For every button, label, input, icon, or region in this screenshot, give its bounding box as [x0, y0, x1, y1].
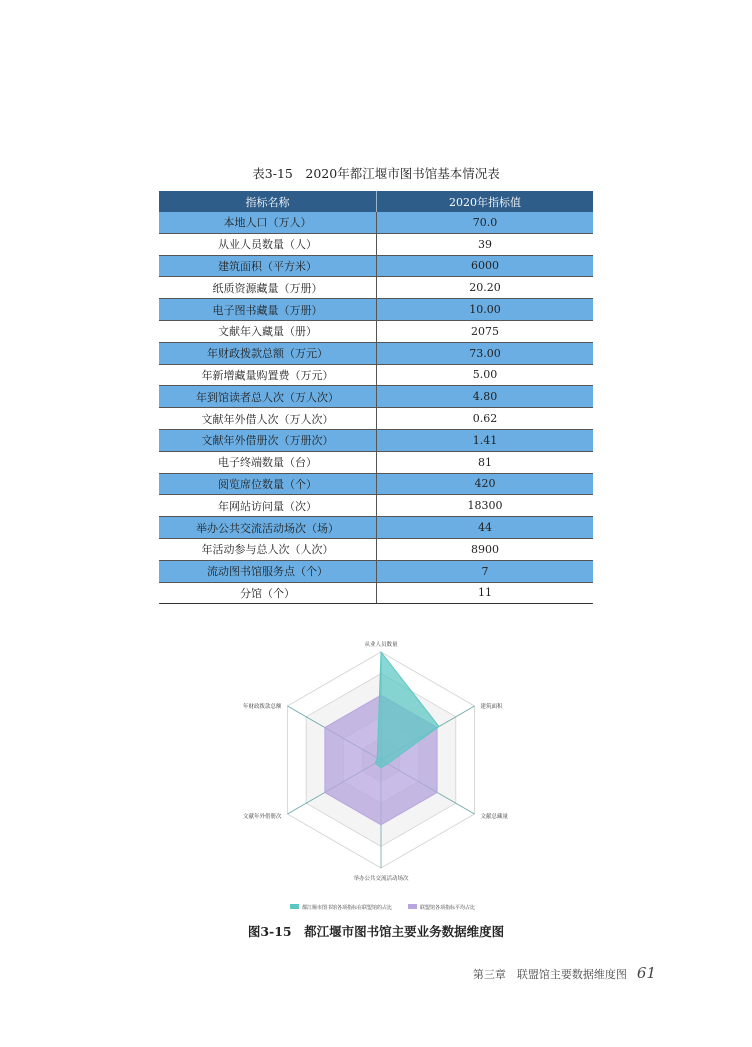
- table-row: [159, 451, 593, 473]
- indicator-value-cell: 0.62: [377, 408, 594, 430]
- indicator-value-cell: 81: [377, 451, 594, 473]
- page-footer: [473, 964, 656, 982]
- indicator-name-cell: 本地人口（万人）: [159, 212, 377, 233]
- legend-label: 联盟馆各项指标平均占比: [420, 905, 476, 911]
- table-row: [159, 429, 593, 451]
- table-row: [159, 560, 593, 582]
- radar-axis-label: 年财政拨款总额: [242, 704, 282, 710]
- indicator-name-cell: 电子终端数量（台）: [159, 451, 377, 473]
- indicator-name-cell: 建筑面积（平方米）: [159, 255, 377, 277]
- indicator-name-cell: 从业人员数量（人）: [159, 233, 377, 255]
- indicator-value-cell: 39: [377, 233, 594, 255]
- column-header: 2020年指标值: [377, 191, 594, 212]
- table-row: [159, 408, 593, 430]
- indicator-value-cell: 7: [377, 560, 594, 582]
- legend-label: 都江堰市图书馆各项指标在联盟馆的占比: [302, 905, 393, 911]
- indicator-name-cell: 年财政拨款总额（万元）: [159, 342, 377, 364]
- radar-axis-label: 建筑面积: [480, 704, 503, 710]
- table-row: [159, 255, 593, 277]
- table-row: [159, 495, 593, 517]
- radar-axis-label: 文献总藏量: [480, 814, 509, 820]
- indicator-name-cell: 文献年外借册次（万册次）: [159, 429, 377, 451]
- table-row: [159, 233, 593, 255]
- indicator-value-cell: 44: [377, 517, 594, 539]
- radar-axis-label: 从业人员数量: [364, 642, 398, 648]
- indicator-name-cell: 流动图书馆服务点（个）: [159, 560, 377, 582]
- radar-axis-label: 举办公共交流活动场次: [353, 876, 409, 882]
- indicator-name-cell: 举办公共交流活动场次（场）: [159, 517, 377, 539]
- indicator-value-cell: 11: [377, 582, 594, 604]
- indicator-value-cell: 20.20: [377, 277, 594, 299]
- indicator-value-cell: 73.00: [377, 342, 594, 364]
- indicator-value-cell: 6000: [377, 255, 594, 277]
- indicator-value-cell: 4.80: [377, 386, 594, 408]
- column-header: 指标名称: [159, 191, 377, 212]
- indicator-name-cell: 阅览席位数量（个）: [159, 473, 377, 495]
- table-row: [159, 299, 593, 321]
- indicator-name-cell: 年新增藏量购置费（万元）: [159, 364, 377, 386]
- table-row: [159, 342, 593, 364]
- table-row: [159, 386, 593, 408]
- table-row: [159, 364, 593, 386]
- legend-swatch: [408, 904, 417, 909]
- indicator-name-cell: 分馆（个）: [159, 582, 377, 604]
- table-row: [159, 212, 593, 233]
- table-row: [159, 277, 593, 299]
- chapter-title: 第三章 联盟馆主要数据维度图: [472, 968, 627, 981]
- table-row: [159, 517, 593, 539]
- table-row: [159, 320, 593, 342]
- indicator-name-cell: 年活动参与总人次（人次）: [159, 538, 377, 560]
- indicator-value-cell: 70.0: [377, 212, 594, 233]
- indicator-value-cell: 420: [377, 473, 594, 495]
- indicator-value-cell: 18300: [377, 495, 594, 517]
- indicator-value-cell: 5.00: [377, 364, 594, 386]
- indicator-name-cell: 纸质资源藏量（万册）: [159, 277, 377, 299]
- table-header-row: [159, 191, 593, 212]
- radar-chart: [210, 625, 542, 921]
- table-row: [159, 582, 593, 604]
- indicator-value-cell: 2075: [377, 320, 594, 342]
- indicator-name-cell: 年到馆读者总人次（万人次）: [159, 386, 377, 408]
- page-number: 61: [636, 964, 656, 982]
- indicator-name-cell: 年网站访问量（次）: [159, 495, 377, 517]
- indicator-name-cell: 电子图书藏量（万册）: [159, 299, 377, 321]
- indicator-value-cell: 1.41: [377, 429, 594, 451]
- table-row: [159, 473, 593, 495]
- indicator-name-cell: 文献年外借人次（万人次）: [159, 408, 377, 430]
- radar-axis-label: 文献年外借册次: [242, 814, 282, 820]
- indicator-value-cell: 8900: [377, 538, 594, 560]
- indicator-value-cell: 10.00: [377, 299, 594, 321]
- indicator-name-cell: 文献年入藏量（册）: [159, 320, 377, 342]
- legend-swatch: [290, 904, 299, 909]
- table-row: [159, 538, 593, 560]
- figure-caption: 图3-15 都江堰市图书馆主要业务数据维度图: [247, 924, 505, 939]
- table-title: 表3-15 2020年都江堰市图书馆基本情况表: [252, 166, 500, 181]
- library-stats-table: [159, 191, 593, 604]
